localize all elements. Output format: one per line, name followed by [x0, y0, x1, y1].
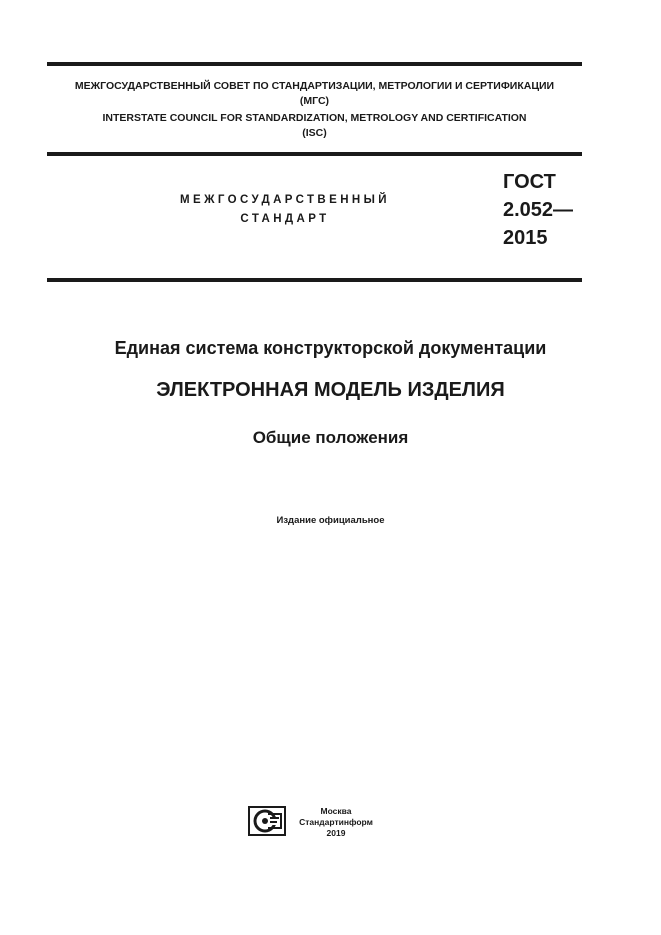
- publisher-info: [296, 806, 376, 839]
- council-ru-abbr: (МГС): [299, 95, 330, 107]
- council-en-abbr: (ISC): [302, 127, 327, 139]
- top-rule: [47, 62, 582, 66]
- publisher-name: Стандартинформ: [299, 817, 373, 827]
- edition-note: Издание официальное: [276, 515, 385, 526]
- gost-number: 2.052—: [503, 199, 574, 221]
- publisher-year: 2019: [326, 828, 346, 838]
- publisher-city: Москва: [320, 806, 352, 816]
- system-title: Единая система конструкторской документации: [114, 338, 547, 358]
- council-ru-line1: МЕЖГОСУДАРСТВЕННЫЙ СОВЕТ ПО СТАНДАРТИЗАЦИИ, МЕТРОЛОГИИ И СЕРТИФИКАЦИИ: [74, 80, 555, 92]
- council-bottom-rule: [47, 152, 582, 156]
- standard-label-line2: СТАНДАРТ: [240, 213, 330, 225]
- standartinform-logo-icon: [248, 806, 286, 836]
- standard-bottom-rule: [47, 278, 582, 282]
- standard-label-line1: МЕЖГОСУДАРСТВЕННЫЙ: [180, 194, 390, 206]
- document-title: ЭЛЕКТРОННАЯ МОДЕЛЬ ИЗДЕЛИЯ: [156, 379, 505, 401]
- council-en-line1: INTERSTATE COUNCIL FOR STANDARDIZATION, METROLOGY AND CERTIFICATION: [102, 112, 527, 124]
- gost-label: ГОСТ: [503, 171, 556, 193]
- document-subtitle: Общие положения: [252, 428, 409, 447]
- gost-year: 2015: [503, 227, 548, 249]
